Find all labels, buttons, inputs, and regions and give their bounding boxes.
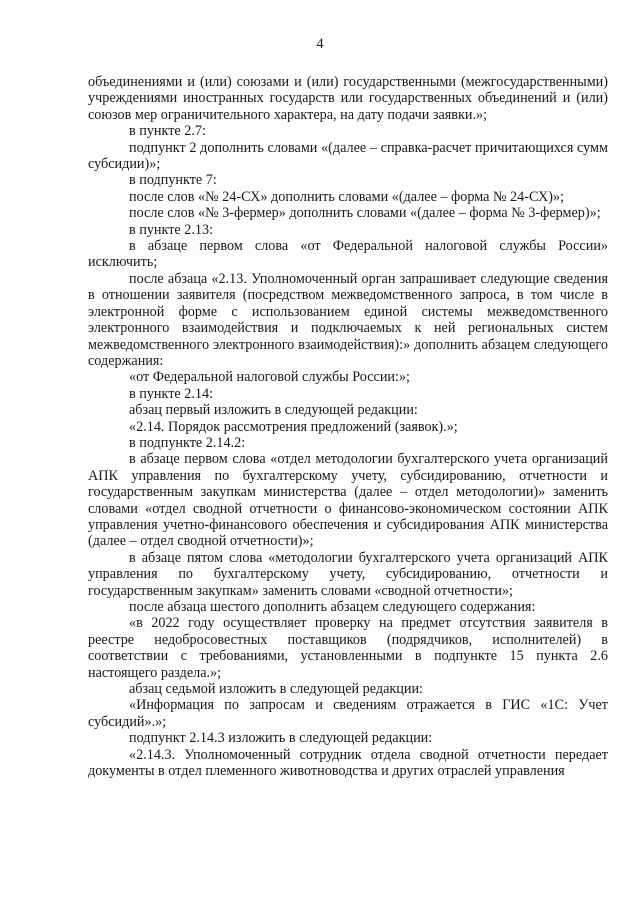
paragraph-fifth-replace: в абзаце пятом слова «методологии бухгалтерского учета организаций АПК управления по бухгалтерскому учету, субсидированию, отчетности и государственным закупкам» заменить словами «сводной отчетности»; (88, 549, 608, 599)
paragraph-24-sx-amendment: после слов «№ 24-СХ» дополнить словами «(далее – форма № 24-СХ)»; (129, 188, 565, 205)
paragraph-seventh-new-edition: абзац седьмой изложить в следующей редакции: (129, 681, 424, 698)
document-body (88, 74, 608, 779)
paragraph-continuation: объединениями и (или) союзами и (или) государственными (межгосударственными) учреждениями иностранных государств или государственных объединений и (или) союзов мер ограничительного характера, на дату подачи заявки.»; (88, 74, 608, 123)
paragraph-exclude-fns: в абзаце первом слова «от Федеральной налоговой службы России» исключить; (88, 238, 608, 271)
paragraph-subitem-2-14-3: подпункт 2.14.3 изложить в следующей редакции: (129, 730, 433, 747)
paragraph-3-fermer-amendment: после слов «№ 3-фермер» дополнить словами «(далее – форма № 3-фермер)»; (129, 205, 601, 222)
paragraph-2-14-3-text: «2.14.3. Уполномоченный сотрудник отдела сводной отчетности передает документы в отдел племенного животноводства и других отраслей управления (88, 746, 608, 780)
paragraph-item-2-13: в пункте 2.13: (129, 221, 214, 238)
paragraph-first-new-edition: абзац первый изложить в следующей редакции: (129, 402, 418, 419)
paragraph-item-2-14: в пункте 2.14: (129, 385, 214, 402)
paragraph-add-after-sixth: после абзаца шестого дополнить абзацем следующего содержания: (129, 599, 536, 615)
paragraph-item-2-7: в пункте 2.7: (129, 123, 206, 140)
paragraph-add-after-2-13: после абзаца «2.13. Уполномоченный орган запрашивает следующие сведения в отношении заявителя (посредством межведомственного запроса, в том числе в электронной форме с использованием единой системы межведомственного электронного взаимодействия и подключаемых к ней региональных систем межведомственного электронного взаимодействия):» дополнить абзацем следующего содержания: (88, 270, 608, 369)
paragraph-subitem-2-14-2: в подпункте 2.14.2: (129, 434, 246, 451)
paragraph-replace-department: в абзаце первом слова «отдел методологии бухгалтерского учета организаций АПК управления по бухгалтерскому учету, субсидированию, отчетности и государственным закупкам министерства (далее – отдел методологии)» заменить словами «отдел сводной отчетности о финансово-экономическом состоянии АПК управления учетно-финансового обеспечения и субсидирования АПК министерства (далее – отдел сводной отчетности)»; (88, 451, 608, 550)
paragraph-fns-quote: «от Федеральной налоговой службы России:»; (129, 369, 410, 386)
paragraph-gis-1c: «Информация по запросам и сведениям отражается в ГИС «1С: Учет субсидий».»; (88, 697, 608, 730)
paragraph-subitem-7: в подпункте 7: (129, 172, 217, 189)
paragraph-2-14-title: «2.14. Порядок рассмотрения предложений (заявок).»; (129, 418, 458, 435)
page-number: 4 (316, 36, 324, 52)
paragraph-2022-check: «в 2022 году осуществляет проверку на предмет отсутствия заявителя в реестре недобросовестных поставщиков (подрядчиков, исполнителей) в соответствии с требованиями, установленными в подпункте 15 пункта 2.6 настоящего раздела.»; (88, 615, 608, 681)
paragraph-subitem-2-amendment: подпункт 2 дополнить словами «(далее – справка-расчет причитающихся сумм субсидии)»; (88, 139, 608, 173)
